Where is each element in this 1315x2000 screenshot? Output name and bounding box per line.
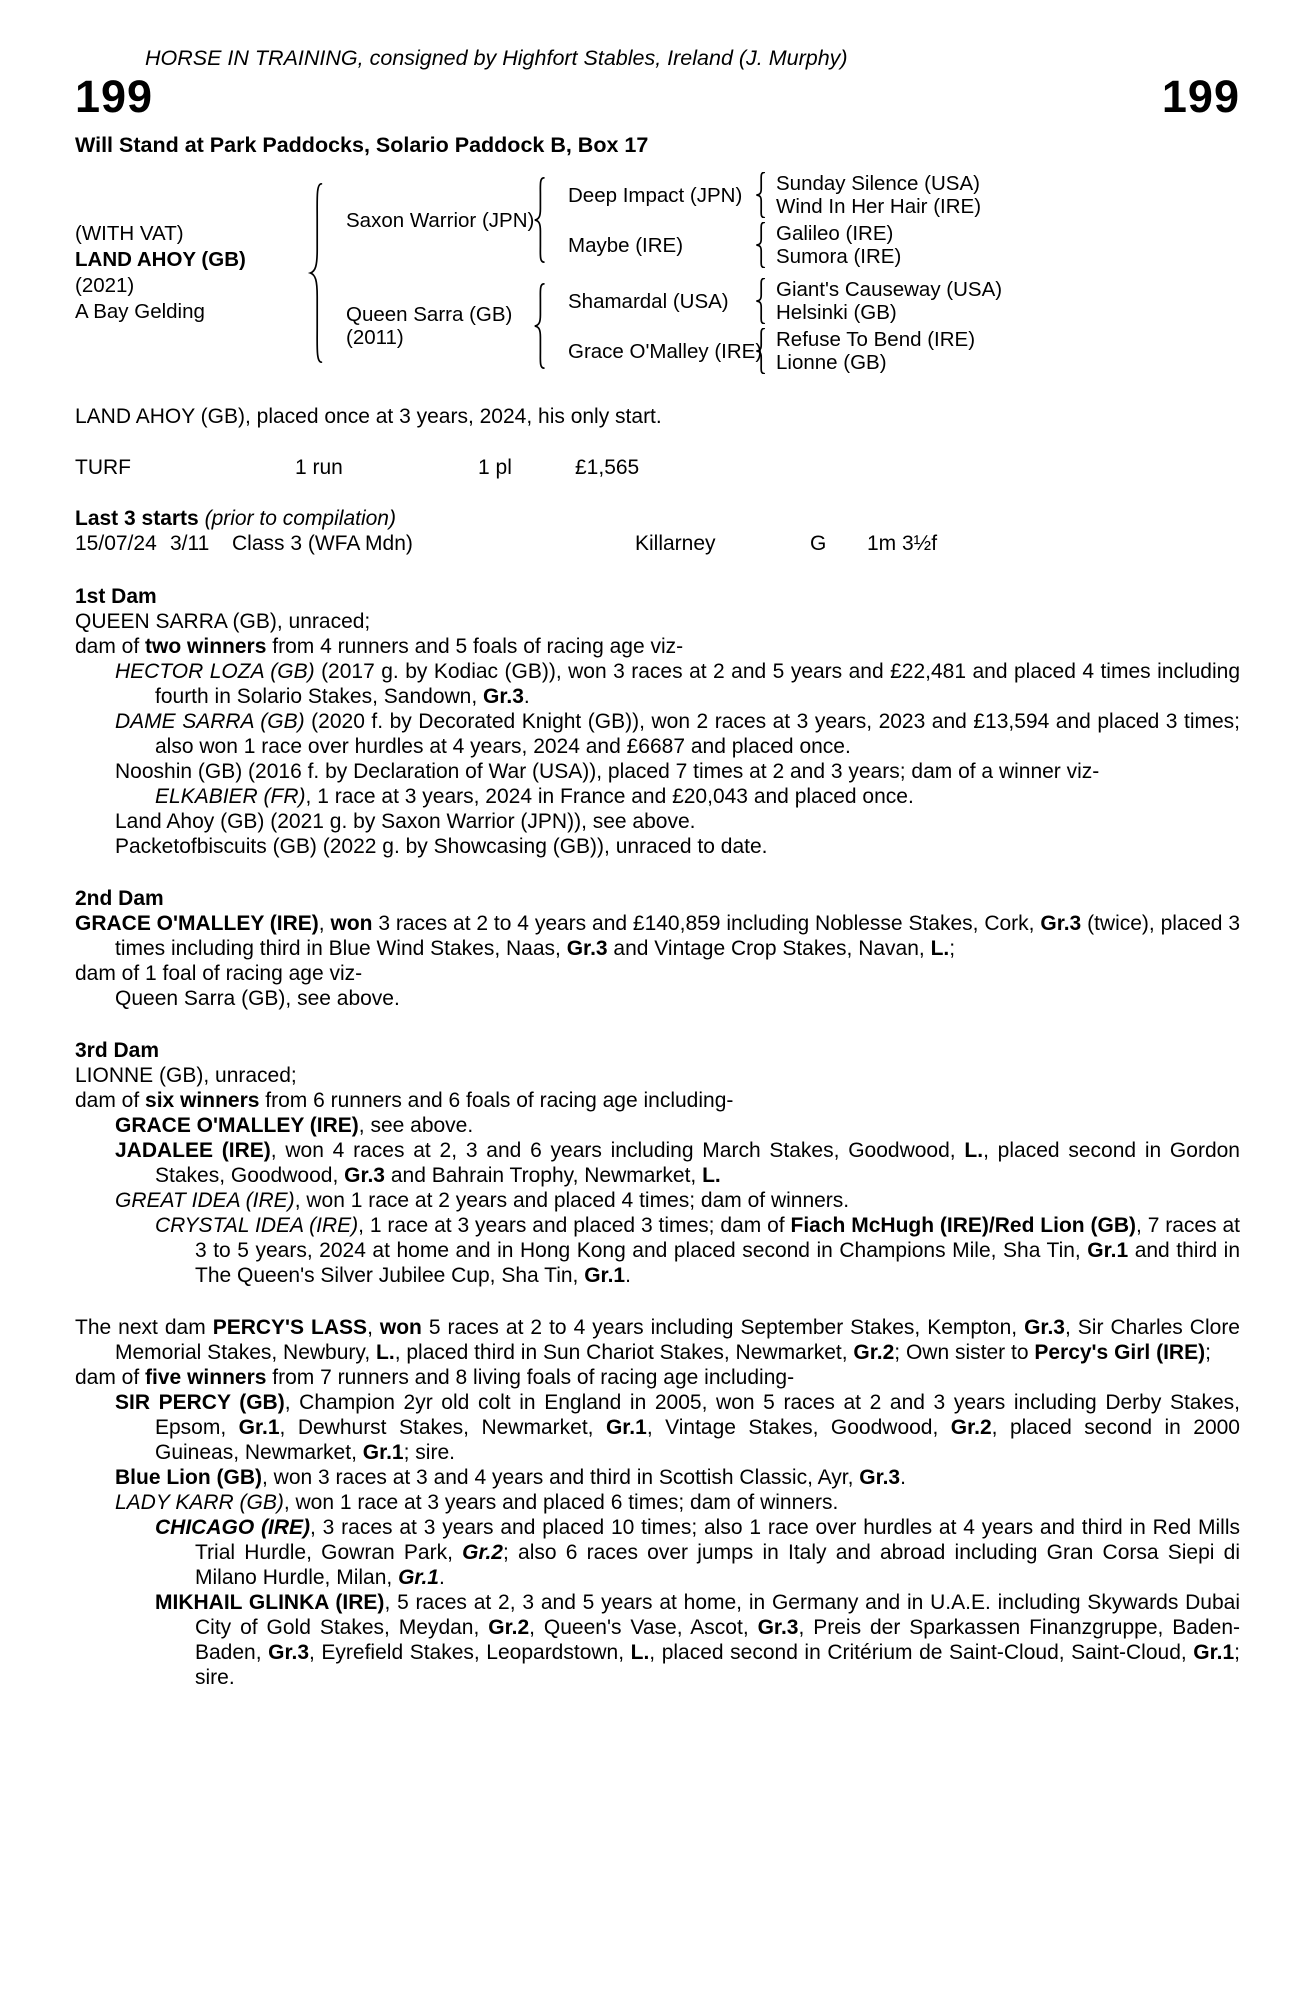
brace-icon — [754, 172, 766, 218]
text-run: , placed second in Critérium de Saint-Cloud, Saint-Cloud, — [649, 1641, 1194, 1664]
text-run: CRYSTAL IDEA (IRE) — [155, 1214, 359, 1237]
race-record — [75, 455, 1240, 480]
text-run: Nooshin (GB) (2016 f. by Declaration of War (USA)), placed 7 times at 2 and 3 years; dam of a winner viz- — [115, 760, 1100, 783]
text-run: and Vintage Crop Stakes, Navan, — [607, 937, 931, 960]
record-runs: 1 run — [295, 456, 343, 479]
great-grandparent-name: Giant's Causeway (USA) — [776, 278, 1003, 301]
text-run: Percy's Girl (IRE) — [1034, 1341, 1206, 1364]
text-run: Gr.1 — [605, 1416, 647, 1439]
section-heading: 3rd Dam — [75, 1039, 160, 1062]
text-run: Gr.3 — [1024, 1316, 1065, 1339]
text-run: , placed third in Sun Chariot Stakes, Newmarket, — [394, 1341, 854, 1364]
pedigree-section — [75, 886, 1240, 1011]
text-run: , Vintage Stakes, Goodwood, — [646, 1416, 951, 1439]
horse-details — [75, 221, 307, 325]
text-run: Gr.3 — [566, 937, 608, 960]
brace-icon — [307, 182, 324, 364]
grandsire-branch — [546, 278, 1002, 324]
lot-number-row — [75, 71, 1240, 122]
text-run: Gr.1 — [362, 1441, 404, 1464]
brace-icon — [532, 283, 546, 369]
text-run: , Eyrefield Stakes, Leopardstown, — [309, 1641, 631, 1664]
section-heading: 2nd Dam — [75, 887, 164, 910]
text-run: from 4 runners and 5 foals of racing age viz- — [266, 635, 684, 658]
text-run: MIKHAIL GLINKA (IRE) — [155, 1591, 385, 1614]
pedigree-sections — [75, 584, 1240, 1690]
text-run: , Sir Charles Clore Memorial Stakes, Newbury, — [115, 1316, 1240, 1364]
dam-year: (2011) — [346, 326, 404, 349]
text-run: HECTOR LOZA (GB) — [115, 660, 315, 683]
text-run: , placed second in 2000 Guineas, Newmarket, — [155, 1416, 1240, 1464]
pedigree-paragraph — [75, 634, 1240, 659]
pedigree-paragraph — [75, 1365, 1240, 1390]
text-run: , won 1 race at 2 years and placed 4 times; dam of winners. — [294, 1189, 850, 1212]
grandparent-name: Deep Impact (JPN) — [568, 183, 743, 207]
text-run: dam of 1 foal of racing age viz- — [75, 962, 363, 985]
text-run: Blue Lion (GB) — [115, 1466, 262, 1489]
text-run: , 1 race at 3 years, 2024 in France and £20,043 and placed once. — [305, 785, 914, 808]
text-run: GREAT IDEA (IRE) — [115, 1189, 295, 1212]
pedigree-paragraph — [75, 709, 1240, 759]
text-run: . — [438, 1566, 445, 1589]
text-run: Gr.3 — [268, 1641, 310, 1664]
brace-icon — [532, 177, 546, 263]
horse-description: A Bay Gelding — [75, 300, 205, 323]
sire-name: Saxon Warrior (JPN) — [346, 208, 535, 232]
text-run: ; Own sister to — [894, 1341, 1035, 1364]
text-run: . — [625, 1264, 631, 1287]
pedigree-paragraph — [75, 911, 1240, 961]
text-run: L. — [376, 1341, 395, 1364]
great-grandparent-name: Sunday Silence (USA) — [776, 172, 980, 195]
text-run: , — [367, 1316, 380, 1339]
text-run: ; — [1205, 1341, 1211, 1364]
lot-number-right: 199 — [1161, 71, 1240, 122]
text-run: six winners — [145, 1089, 260, 1112]
grandparent-name: Maybe (IRE) — [568, 233, 684, 257]
brace-icon — [754, 278, 766, 324]
text-run: Land Ahoy (GB) (2021 g. by Saxon Warrior (JPN)), see above. — [115, 810, 696, 833]
pedigree-paragraph — [75, 1138, 1240, 1188]
great-grandparent-name: Lionne (GB) — [776, 351, 887, 374]
pedigree-table — [75, 172, 1240, 374]
pedigree-paragraph — [75, 1490, 1240, 1515]
text-run: Gr.3 — [859, 1466, 901, 1489]
record-surface: TURF — [75, 456, 131, 479]
great-grandparent-name: Sumora (IRE) — [776, 245, 902, 268]
text-run: , won 1 race at 3 years and placed 6 times; dam of winners. — [283, 1491, 839, 1514]
text-run: QUEEN SARRA (GB), unraced; — [75, 610, 371, 633]
brace-icon — [754, 328, 766, 374]
text-run: Fiach McHugh (IRE)/Red Lion (GB) — [790, 1214, 1136, 1237]
lot-number-left: 199 — [75, 71, 154, 122]
text-run: Gr.1 — [238, 1416, 280, 1439]
text-run: Gr.2 — [488, 1616, 530, 1639]
text-run: Packetofbiscuits (GB) (2022 g. by Showcasing (GB)), unraced to date. — [115, 835, 768, 858]
great-grandparent-pair — [776, 172, 981, 218]
text-run: 5 races at 2 to 4 years including September Stakes, Kempton, — [421, 1316, 1025, 1339]
text-run: . — [523, 685, 530, 708]
text-run: , see above. — [358, 1114, 474, 1137]
last-start-row — [75, 531, 1240, 556]
text-run: two winners — [145, 635, 267, 658]
text-run: dam of — [75, 1366, 146, 1389]
dam-name-block — [346, 303, 532, 349]
last-starts — [75, 506, 1240, 556]
great-grandparent-name: Galileo (IRE) — [776, 222, 894, 245]
great-grandparent-pair — [776, 222, 901, 268]
start-date: 15/07/24 — [75, 532, 157, 555]
text-run: dam of — [75, 1089, 146, 1112]
great-grandparent-pair — [776, 328, 975, 374]
text-run: ; — [949, 937, 956, 960]
pedigree-paragraph — [75, 1188, 1240, 1213]
pedigree-paragraph — [75, 834, 1240, 859]
text-run: , won 3 races at 3 and 4 years and third in Scottish Classic, Ayr, — [261, 1466, 860, 1489]
record-earnings: £1,565 — [575, 456, 640, 479]
pedigree-parents — [324, 172, 1002, 374]
text-run: Gr.3 — [757, 1616, 799, 1639]
text-run: Queen Sarra (GB), see above. — [115, 987, 400, 1010]
text-run: dam of — [75, 635, 146, 658]
start-going: G — [810, 532, 827, 555]
text-run: from 7 runners and 8 living foals of racing age including- — [266, 1366, 795, 1389]
race-summary: LAND AHOY (GB), placed once at 3 years, 2024, his only start. — [75, 405, 662, 428]
text-run: ; sire. — [403, 1441, 455, 1464]
dam-name: Queen Sarra (GB) — [346, 303, 513, 326]
text-run: Gr.3 — [483, 685, 524, 708]
pedigree-paragraph — [75, 986, 1240, 1011]
text-run: Gr.2 — [853, 1341, 895, 1364]
last-starts-note: (prior to compilation) — [204, 507, 396, 530]
record-places: 1 pl — [478, 456, 512, 479]
last-starts-heading — [75, 506, 1240, 531]
text-run: DAME SARRA (GB) — [115, 710, 305, 733]
pedigree-paragraph — [75, 1465, 1240, 1490]
brace-icon — [754, 222, 766, 268]
text-run: PERCY'S LASS — [212, 1316, 368, 1339]
last-starts-title: Last 3 starts — [75, 507, 199, 530]
pedigree-paragraph — [75, 1063, 1240, 1088]
text-run: Gr.2 — [950, 1416, 992, 1439]
great-grandparent-pair — [776, 278, 1002, 324]
pedigree-paragraph — [75, 1315, 1240, 1365]
text-run: (2020 f. by Decorated Knight (GB)), won 2 races at 3 years, 2023 and £13,594 and placed 3 times; also won 1 race over hurdles at 4 years, 2024 and £6687 and placed once. — [155, 710, 1240, 758]
grandsire-branch — [546, 172, 981, 218]
text-run: , Champion 2yr old colt in England in 2005, won 5 races at 2 and 3 years including Derby Stakes, Epsom, — [155, 1391, 1241, 1439]
text-run: , Dewhurst Stakes, Newmarket, — [279, 1416, 606, 1439]
pedigree-paragraph — [75, 1390, 1240, 1465]
text-run: , 3 races at 3 years and placed 10 times; also 1 race over hurdles at 4 years and third in Red Mills Trial Hurdle, Gowran Park, — [195, 1516, 1240, 1564]
text-run: L. — [930, 937, 950, 960]
text-run: and third in The Queen's Silver Jubilee Cup, Sha Tin, — [195, 1239, 1240, 1287]
text-run: . — [900, 1466, 906, 1489]
text-run: won — [379, 1316, 422, 1339]
start-position: 3/11 — [170, 532, 210, 555]
pedigree-paragraph — [75, 961, 1240, 986]
text-run: Gr.1 — [1193, 1641, 1235, 1664]
start-class: Class 3 (WFA Mdn) — [232, 532, 413, 555]
start-course: Killarney — [635, 532, 716, 555]
pedigree-paragraph — [75, 659, 1240, 709]
text-run: LIONNE (GB), unraced; — [75, 1064, 297, 1087]
text-run: L. — [702, 1164, 721, 1187]
text-run: Gr.2 — [462, 1541, 503, 1564]
text-run: , Queen's Vase, Ascot, — [529, 1616, 758, 1639]
pedigree-paragraph — [75, 1213, 1240, 1288]
sire-grandparents — [546, 172, 981, 268]
pedigree-section — [75, 1315, 1240, 1690]
text-run: SIR PERCY (GB) — [115, 1391, 285, 1414]
start-distance: 1m 3½f — [867, 532, 938, 555]
text-run: Gr.1 — [1087, 1239, 1129, 1262]
text-run: , 5 races at 2, 3 and 5 years at home, in Germany and in U.A.E. including Skywards Dubai City of Gold Stakes, Meydan, — [195, 1591, 1241, 1639]
text-run: , won 4 races at 2, 3 and 6 years including March Stakes, Goodwood, — [270, 1139, 965, 1162]
sire-branch — [324, 172, 1002, 268]
pedigree-paragraph — [75, 1515, 1240, 1590]
text-run: L. — [964, 1139, 984, 1162]
text-run: ; sire. — [195, 1641, 1240, 1689]
text-run: won — [330, 912, 373, 935]
pedigree-paragraph — [75, 609, 1240, 634]
text-run: from 6 runners and 6 foals of racing age including- — [259, 1089, 734, 1112]
text-run: , Preis der Sparkassen Finanzgruppe, Baden-Baden, — [195, 1616, 1241, 1664]
text-run: CHICAGO (IRE) — [155, 1516, 310, 1539]
text-run: Gr.1 — [398, 1566, 439, 1589]
text-run: five winners — [145, 1366, 267, 1389]
horse-year: (2021) — [75, 274, 135, 297]
dam-grandparents — [546, 278, 1002, 374]
text-run: The next dam — [75, 1316, 213, 1339]
text-run: ELKABIER (FR) — [155, 785, 306, 808]
text-run: GRACE O'MALLEY (IRE) — [75, 912, 319, 935]
pedigree-paragraph — [75, 1113, 1240, 1138]
great-grandparent-name: Helsinki (GB) — [776, 301, 897, 324]
text-run: (twice), placed 3 times including third in Blue Wind Stakes, Naas, — [115, 912, 1240, 960]
text-run: , placed second in Gordon Stakes, Goodwood, — [155, 1139, 1240, 1187]
text-run: 3 races at 2 to 4 years and £140,859 including Noblesse Stakes, Cork, — [372, 912, 1041, 935]
text-run: Gr.3 — [1040, 912, 1082, 935]
granddam-branch — [546, 222, 981, 268]
text-run: ; also 6 races over jumps in Italy and abroad including Gran Corsa Siepi di Milano Hurdle, Milan, — [195, 1541, 1240, 1589]
text-run: , 7 races at 3 to 5 years, 2024 at home and in Hong Kong and placed second in Champions Mile, Sha Tin, — [195, 1214, 1241, 1262]
pedigree-paragraph — [75, 1088, 1240, 1113]
pedigree-paragraph — [75, 1590, 1240, 1690]
pedigree-paragraph — [75, 759, 1240, 784]
text-run: GRACE O'MALLEY (IRE) — [115, 1114, 359, 1137]
great-grandparent-name: Wind In Her Hair (IRE) — [776, 195, 982, 218]
text-run: and Bahrain Trophy, Newmarket, — [385, 1164, 703, 1187]
pedigree-paragraph — [75, 809, 1240, 834]
text-run: (2017 g. by Kodiac (GB)), won 3 races at 2 and 5 years and £22,481 and placed 4 times including fourth in Solario Stakes, Sandown, — [155, 660, 1240, 708]
text-run: L. — [630, 1641, 650, 1664]
horse-name: LAND AHOY (GB) — [75, 248, 246, 271]
dam-branch — [324, 278, 1002, 374]
text-run: Gr.3 — [344, 1164, 385, 1187]
pedigree-paragraph — [75, 784, 1240, 809]
text-run: LADY KARR (GB) — [115, 1491, 284, 1514]
stand-location: Will Stand at Park Paddocks, Solario Paddock B, Box 17 — [75, 133, 649, 157]
text-run: , 1 race at 3 years and placed 3 times; dam of — [358, 1214, 791, 1237]
grandparent-name: Shamardal (USA) — [568, 289, 729, 313]
consignment-line: HORSE IN TRAINING, consigned by Highfort Stables, Ireland (J. Murphy) — [145, 46, 848, 70]
vat-note: (WITH VAT) — [75, 222, 184, 245]
great-grandparent-name: Refuse To Bend (IRE) — [776, 328, 976, 351]
section-heading: 1st Dam — [75, 585, 157, 608]
pedigree-section — [75, 1038, 1240, 1288]
text-run: , — [318, 912, 331, 935]
grandparent-name: Grace O'Malley (IRE) — [568, 339, 763, 363]
text-run: Gr.1 — [584, 1264, 626, 1287]
pedigree-section — [75, 584, 1240, 859]
text-run: JADALEE (IRE) — [115, 1139, 271, 1162]
granddam-branch — [546, 328, 1002, 374]
